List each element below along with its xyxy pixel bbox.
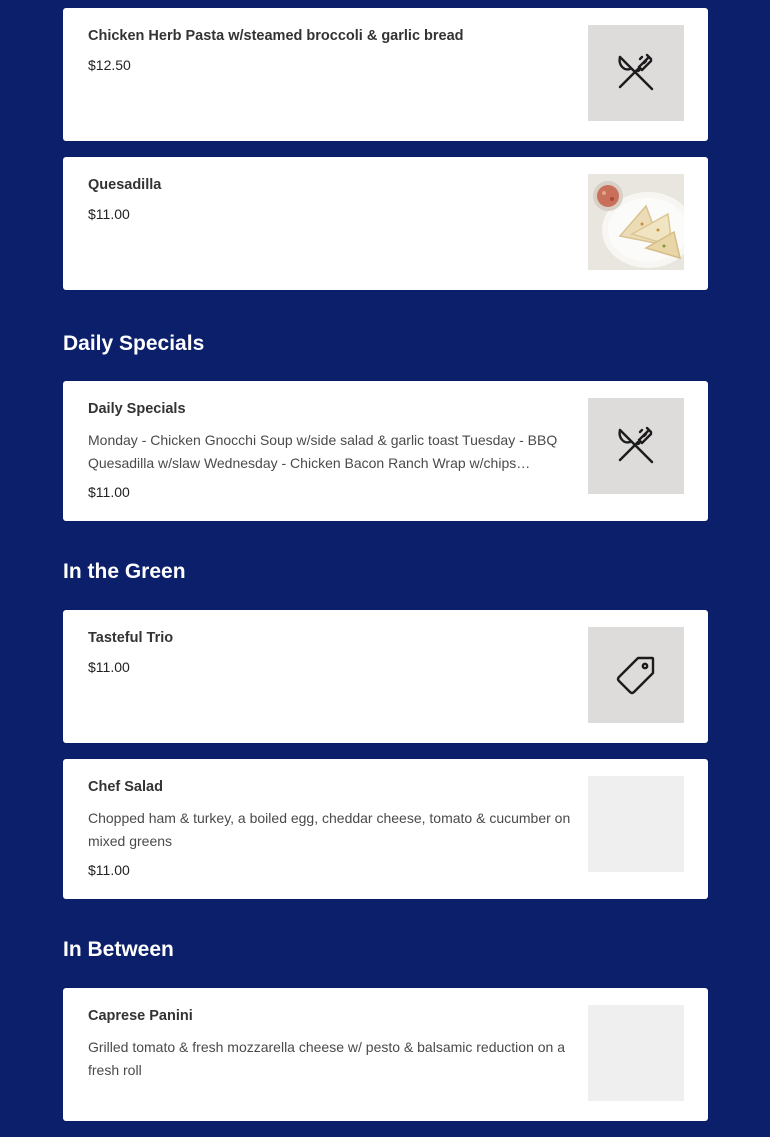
menu-item-price: $11.00 [88, 484, 130, 500]
menu-item-info [88, 776, 572, 879]
menu-item-info [88, 627, 572, 723]
menu-item-name: Chef Salad [88, 779, 163, 795]
menu-item-info [88, 25, 572, 121]
menu-item-image-placeholder[interactable] [588, 1005, 684, 1101]
menu-item-card[interactable] [63, 759, 708, 899]
menu-item-name: Quesadilla [88, 177, 162, 193]
menu-item-card[interactable] [63, 381, 708, 521]
menu-item-image[interactable] [588, 174, 684, 270]
menu-item-description: Grilled tomato & fresh mozzarella cheese w/ pesto & balsamic reduction on a fresh roll [88, 1039, 566, 1078]
menu-item-name: Tasteful Trio [88, 630, 174, 646]
menu-item-image[interactable] [588, 627, 684, 723]
menu-item-card[interactable] [63, 610, 708, 743]
menu-item-name: Daily Specials [88, 401, 186, 417]
menu-item-description: Monday - Chicken Gnocchi Soup w/side salad & garlic toast Tuesday - BBQ Quesadilla w/slaw Wednesday - Chicken Bacon Ranch Wrap w/chips… [88, 432, 558, 471]
menu-item-name: Chicken Herb Pasta w/steamed broccoli & garlic bread [88, 28, 464, 44]
menu-item-price: $11.00 [88, 659, 130, 675]
fork-knife-icon [614, 424, 658, 468]
menu-item-price: $12.50 [88, 57, 131, 73]
section-title-daily-specials: Daily Specials [63, 332, 205, 355]
menu-item-name: Caprese Panini [88, 1008, 193, 1024]
quesadilla-photo [588, 174, 684, 270]
menu-item-card[interactable] [63, 8, 708, 141]
menu-item-info [88, 1005, 572, 1101]
menu-item-info [88, 398, 572, 501]
menu-item-price: $11.00 [88, 206, 130, 222]
menu-item-card[interactable] [63, 988, 708, 1121]
menu-item-info [88, 174, 572, 270]
fork-knife-icon [614, 51, 658, 95]
menu-item-image[interactable] [588, 398, 684, 494]
menu-item-description: Chopped ham & turkey, a boiled egg, cheddar cheese, tomato & cucumber on mixed greens [88, 810, 571, 849]
menu-item-image[interactable] [588, 25, 684, 121]
menu-list [63, 8, 708, 1137]
menu-item-price: $11.00 [88, 862, 130, 878]
menu-item-card[interactable] [63, 157, 708, 290]
menu-item-image-placeholder[interactable] [588, 776, 684, 872]
price-tag-icon [614, 653, 658, 697]
section-title-in-between: In Between [63, 938, 174, 961]
section-title-in-the-green: In the Green [63, 560, 186, 583]
